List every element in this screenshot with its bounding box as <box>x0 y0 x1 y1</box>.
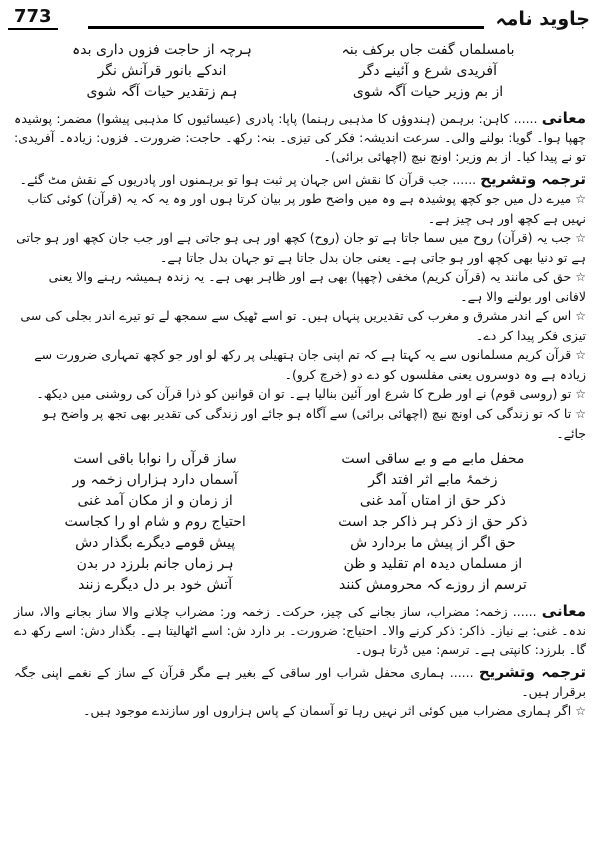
header-rule <box>88 26 484 29</box>
star-icon: ☆ <box>575 348 586 362</box>
page-header <box>6 6 594 36</box>
star-icon: ☆ <box>575 387 586 401</box>
translation-label: ترجمہ وتشریح <box>480 170 586 188</box>
translation-intro: ...... ہماری محفل شراب اور ساقی کے بغیر ہے مگر قرآن کے ساز کے نغمے اپنی جگہ برقرار ہیں۔ <box>14 665 586 699</box>
verse-second-line: آسماں دارد ہزاراں زخمہ ور <box>72 472 238 488</box>
glossary-label: معانی <box>541 602 586 620</box>
star-icon: ☆ <box>575 309 586 323</box>
commentary-note: ☆اگر ہماری مضراب میں کوئی اثر نہیں رہا تو آسمان کے پاس ہزاروں اور سازندے موجود ہیں۔ <box>83 703 586 718</box>
verse-first-line: ذکر حق از امتاں آمد غنی <box>359 493 506 509</box>
persian-stanza-2 <box>14 449 586 596</box>
couplet <box>44 40 546 61</box>
couplet <box>32 533 556 554</box>
glossary-text: ...... کاہن: برہمن (ہندوؤں کا مذہبی رہنما) پاپا: پادری (عیسائیوں کا مذہبی پیشوا) مضمر: پوشیدہ چھپا ہوا۔ گویا: بولنے والی۔ سرعت اندیشہ: فکر کی تیزی۔ بنہ: رکھ۔ حاجت: ضرورت۔ فزوں: زیادہ۔ آفریدی: تو نے پیدا کیا۔ از بم وزیر: اونچ نیچ (اچھائی برائی)۔ <box>14 111 586 164</box>
verse-second-line: از زمان و از مکان آمد غنی <box>77 493 233 509</box>
verse-first-line: محفل مابے مے و بے ساقی است <box>341 451 525 467</box>
page-content <box>14 40 586 721</box>
page-number: 773 <box>8 6 58 30</box>
couplet <box>32 554 556 575</box>
verse-second-line: ساز قرآں را نوابا باقی است <box>73 451 237 467</box>
couplet <box>32 512 556 533</box>
verse-second-line: ہرچہ از حاجت فزوں داری بدہ <box>72 42 252 58</box>
verse-second-line: اندکے بانور قرآنش نگر <box>97 63 227 79</box>
star-icon: ☆ <box>575 270 586 284</box>
couplet <box>44 61 546 82</box>
glossary-section-1 <box>14 109 586 166</box>
verse-first-line: از مسلماں دیدہ ام تقلید و ظن <box>343 556 523 572</box>
verse-second-line: احتیاج روم و شام او را کجاست <box>64 514 246 530</box>
glossary-section-2 <box>14 602 586 659</box>
star-icon: ☆ <box>575 407 586 421</box>
verse-first-line: ترسم از روزے کہ محرومش کنند <box>338 577 527 593</box>
couplet <box>32 575 556 596</box>
commentary-note: ☆تا کہ تو زندگی کی اونچ نیچ (اچھائی برائی) سے آگاہ ہو جائے اور زندگی کی تقدیر بھی تجھ پر واضح ہو جائے۔ <box>42 406 586 441</box>
verse-second-line: پیش قومے دیگرے بگذار دش <box>75 535 236 551</box>
verse-second-line: ہم زتقدیر حیات آگہ شوی <box>86 84 238 100</box>
commentary-note: ☆اس کے اندر مشرق و مغرب کی تقدیریں پنہاں ہیں۔ تو اسے ٹھیک سے سمجھ لے تو تیرے اندر بجلی کی سی تیزی فکر پیدا کر دے۔ <box>20 308 586 343</box>
commentary-note: ☆قرآن کریم مسلمانوں سے یہ کہتا ہے کہ تم اپنی جان ہتھیلی پر رکھ لو اور جو کچھ تمہاری ضرورت سے زیادہ ہے وہ دوسروں یعنی مفلسوں کو دے دو (خرچ کرو)۔ <box>34 347 586 382</box>
couplet <box>44 82 546 103</box>
couplet <box>32 449 556 470</box>
book-title: جاوید نامہ <box>495 8 590 30</box>
translation-section-2 <box>14 663 586 701</box>
persian-stanza-1 <box>14 40 586 103</box>
glossary-text: ...... زخمہ: مضراب، ساز بجانے کی چیز، حرکت۔ زخمہ ور: مضراب چلانے والا ساز بجانے والا، ساز ندہ۔ غنی: بے نیاز۔ ذاکر: ذکر کرنے والا۔ احتیاج: ضرورت۔ بر دارد ش: اسے اٹھالیتا ہے۔ بگذار دش: اسے رکھ دے گا۔ بلرزد: کانپتی ہے۔ ترسم: میں ڈرتا ہوں۔ <box>14 604 586 657</box>
couplet <box>32 470 556 491</box>
verse-first-line: زخمۂ مابے اثر افتد اگر <box>368 472 498 488</box>
commentary-note: ☆حق کی مانند یہ (قرآن کریم) مخفی (چھپا) بھی ہے اور ظاہر بھی ہے۔ یہ زندہ ہمیشہ رہنے والا یعنی لافانی اور بولنے والا ہے۔ <box>48 269 586 304</box>
commentary-note: ☆جب یہ (قرآن) روح میں سما جاتا ہے تو جان (روح) کچھ اور ہی ہو جاتی ہے اور جب جان کچھ اور ہو جاتی ہے تو دنیا بھی کچھ اور ہو جاتی ہے۔ یعنی جان بدل جاتا ہے تو جہان بدل جاتا ہے۔ <box>16 230 586 265</box>
star-icon: ☆ <box>575 192 586 206</box>
glossary-label: معانی <box>541 109 586 127</box>
star-icon: ☆ <box>575 231 586 245</box>
verse-first-line: بامسلماں گفت جاں برکف بنہ <box>341 42 515 58</box>
verse-first-line: از بم وزیر حیات آگہ شوی <box>352 84 504 100</box>
commentary-note: ☆تو (روسی قوم) نے اور طرح کا شرع اور آئین بنالیا ہے۔ تو ان قوانین کو ذرا قرآن کی روشنی میں دیکھ۔ <box>36 386 586 401</box>
translation-intro: ...... جب قرآن کا نقش اس جہان پر ثبت ہوا تو برہمنوں اور پادریوں کے نقش مٹ گئے۔ <box>19 172 477 187</box>
verse-first-line: آفریدی شرع و آئینے دگر <box>359 63 497 79</box>
star-icon: ☆ <box>575 704 586 718</box>
couplet <box>32 491 556 512</box>
verse-first-line: حق اگر از پیش ما بردارد ش <box>350 535 516 551</box>
translation-label: ترجمہ وتشریح <box>478 663 586 681</box>
verse-second-line: آتش خود بر دل دیگرے زنند <box>78 577 233 593</box>
translation-section-1 <box>14 170 586 189</box>
verse-first-line: ذکر حق از ذکر ہر ذاکر جد است <box>338 514 528 530</box>
verse-second-line: ہر زماں جانم بلرزد در بدن <box>76 556 234 572</box>
commentary-note: ☆میرے دل میں جو کچھ پوشیدہ ہے وہ میں واضح طور پر بیان کرتا ہوں اور وہ یہ کہ یہ (قرآن) کوئی کتاب نہیں ہے کچھ اور ہی چیز ہے۔ <box>27 191 586 226</box>
